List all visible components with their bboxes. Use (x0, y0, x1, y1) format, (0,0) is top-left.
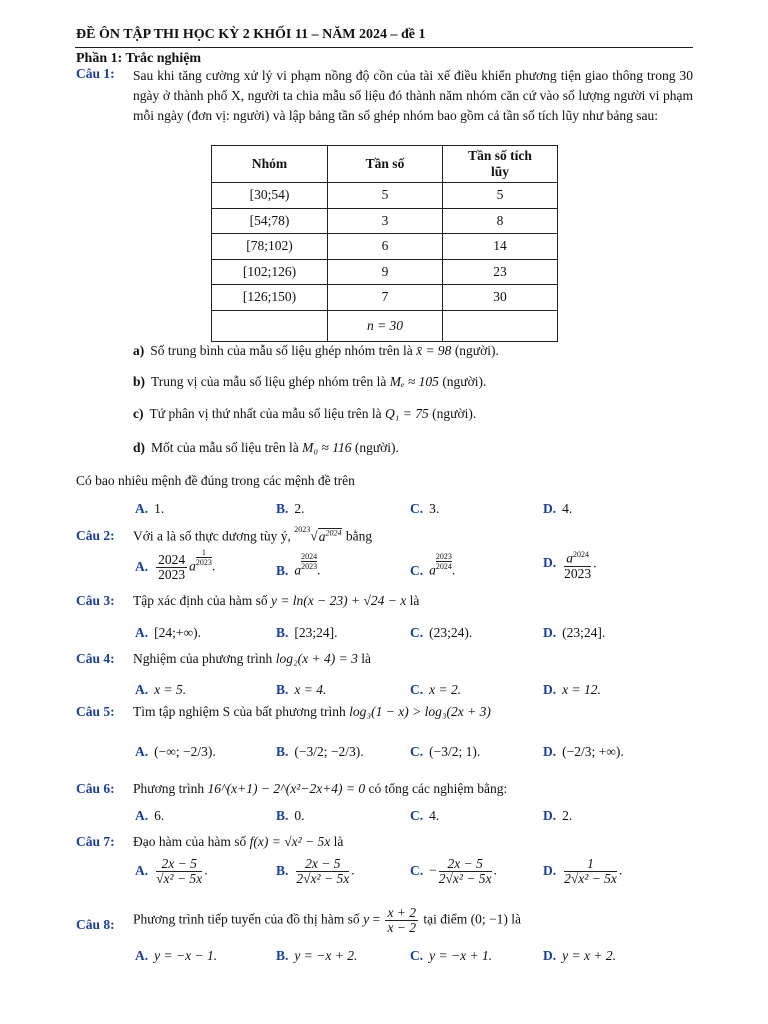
option-b[interactable]: B. [23;24]. (276, 625, 338, 640)
table-cell: 9 (328, 259, 443, 285)
option-a[interactable]: A. y = −x − 1. (135, 948, 218, 963)
option-c[interactable]: C. (−3/2; 1). (410, 744, 481, 759)
question-label: Câu 5: (76, 704, 115, 719)
option-c[interactable]: C. y = −x + 1. (410, 948, 493, 963)
option-a[interactable]: A. (−∞; −2/3). (135, 744, 216, 759)
title-divider (75, 47, 693, 48)
table-cell: [126;150) (212, 285, 328, 311)
option-d[interactable]: D. 2. (543, 808, 573, 823)
statement-c: c) Tứ phân vị thứ nhất của mẫu số liệu trên là Q₁ = 75 (người). (133, 406, 477, 421)
option-b[interactable]: B. a $\frac{2024}{2023}$ . (276, 552, 321, 578)
table-cell (212, 310, 328, 341)
table-cell: [54;78) (212, 208, 328, 234)
table-row (212, 234, 558, 260)
option-a[interactable]: A. 1. (135, 501, 165, 516)
table-cell: 30 (443, 285, 558, 311)
question-label: Câu 6: (76, 781, 115, 796)
table-cell: 6 (328, 234, 443, 260)
section-heading: Phần 1: Trắc nghiệm (76, 51, 202, 66)
option-d[interactable]: D. y = x + 2. (543, 948, 616, 963)
table-header: Nhóm (212, 146, 328, 183)
table-cell: 8 (443, 208, 558, 234)
statement-d: d) Mốt của mẫu số liệu trên là M₀ ≈ 116 (người). (133, 440, 399, 455)
option-c[interactable]: C. a $\frac{2023}{2024}$ . (410, 552, 456, 578)
option-d[interactable]: D. x = 12. (543, 682, 601, 697)
option-d[interactable]: D. $\frac{1}{\text{2√x² − 5x}}$ . (543, 856, 623, 886)
option-a[interactable]: A. $\frac{2024}{2023}$ a $\frac{1}{2023}$ . (135, 548, 216, 582)
question-label: Câu 8: (76, 917, 115, 932)
option-a[interactable]: A. x = 5. (135, 682, 187, 697)
option-d[interactable]: D. 4. (543, 501, 573, 516)
table-cell: 7 (328, 285, 443, 311)
question-label: Câu 4: (76, 651, 115, 666)
option-a[interactable]: A. $\frac{2x - 5}{\text{√x² − 5x}}$ . (135, 856, 208, 886)
table-row (212, 259, 558, 285)
question-text: Đạo hàm của hàm số f(x) = √x² − 5x là (133, 834, 344, 849)
question-text: Tập xác định của hàm số y = ln(x − 23) + √24 − x là (133, 593, 420, 608)
question-text: Phương trình 16^(x+1) − 2^(x²−2x+4) = 0 có tổng các nghiệm bằng: (133, 781, 508, 796)
option-b[interactable]: B. x = 4. (276, 682, 327, 697)
table-cell: 5 (443, 183, 558, 209)
option-c[interactable]: C. (23;24). (410, 625, 473, 640)
option-d[interactable]: D. (23;24]. (543, 625, 606, 640)
table-cell: 14 (443, 234, 558, 260)
table-row (212, 285, 558, 311)
option-b[interactable]: B. (−3/2; −2/3). (276, 744, 364, 759)
statement-b: b) Trung vị của mẫu số liệu ghép nhóm trên là Mₑ ≈ 105 (người). (133, 374, 487, 389)
option-d[interactable]: D. (−2/3; +∞). (543, 744, 624, 759)
table-cell (443, 310, 558, 341)
option-d[interactable]: D. $\frac{a^{2024}}{2023}$ . (543, 550, 597, 581)
table-cell: 3 (328, 208, 443, 234)
table-header-row (212, 146, 558, 183)
question-text: Nghiệm của phương trình log₂(x + 4) = 3 là (133, 651, 371, 666)
table-row (212, 208, 558, 234)
table-cell: [30;54) (212, 183, 328, 209)
question-label: Câu 7: (76, 834, 115, 849)
table-header: Tần số tích lũy (443, 146, 558, 183)
option-b[interactable]: B. $\frac{2x - 5}{\text{2√x² − 5x}}$ . (276, 856, 355, 886)
question-label: Câu 1: (76, 66, 115, 81)
table-cell: [78;102) (212, 234, 328, 260)
statement-a: a) Số trung bình của mẫu số liệu ghép nhóm trên là x̄ = 98 (người). (133, 343, 499, 358)
page-title: ĐỀ ÔN TẬP THI HỌC KỲ 2 KHỐI 11 – NĂM 2024 – đề 1 (76, 27, 426, 42)
table-cell: [102;126) (212, 259, 328, 285)
question-text: Phương trình tiếp tuyến của đồ thị hàm số y = $\frac{x + 2}{x - 2}$ tại điểm (0; −1) là (133, 905, 522, 935)
option-b[interactable]: B. y = −x + 2. (276, 948, 358, 963)
question-text: Tìm tập nghiệm S của bất phương trình log₃(1 − x) > log₃(2x + 3) (133, 704, 491, 719)
question-label: Câu 3: (76, 593, 115, 608)
option-a[interactable]: A. 6. (135, 808, 165, 823)
table-cell: n = 30 (328, 310, 443, 341)
table-header: Tần số (328, 146, 443, 183)
option-c[interactable]: C. − $\frac{2x - 5}{\text{2√x² − 5x}}$ . (410, 856, 497, 886)
option-c[interactable]: C. 4. (410, 808, 440, 823)
table-cell: 5 (328, 183, 443, 209)
option-a[interactable]: A. [24;+∞). (135, 625, 201, 640)
table-cell: 23 (443, 259, 558, 285)
question-label: Câu 2: (76, 528, 115, 543)
question-text: Với a là số thực dương tùy ý, $^{2023}√a^{2024}$ bằng (133, 525, 373, 544)
option-b[interactable]: B. 2. (276, 501, 305, 516)
question-text: Sau khi tăng cường xử lý vi phạm nồng độ cồn của tài xế điều khiển phương tiện giao thông trong 30 ngày ở thành phố X, người ta chia mẫu số liệu đó thành năm nhóm căn cứ vào số lượng người vi phạm mỗi ngày (đơn vị: người) và lập bảng tần số ghép nhóm bao gồm cả tần số tích lũy như bảng sau: (133, 68, 693, 123)
option-b[interactable]: B. 0. (276, 808, 305, 823)
option-c[interactable]: C. x = 2. (410, 682, 462, 697)
table-total-row (212, 310, 558, 341)
table-row (212, 183, 558, 209)
option-c[interactable]: C. 3. (410, 501, 440, 516)
question-prompt: Có bao nhiêu mệnh đề đúng trong các mệnh đề trên (76, 473, 355, 488)
frequency-table (211, 145, 558, 342)
